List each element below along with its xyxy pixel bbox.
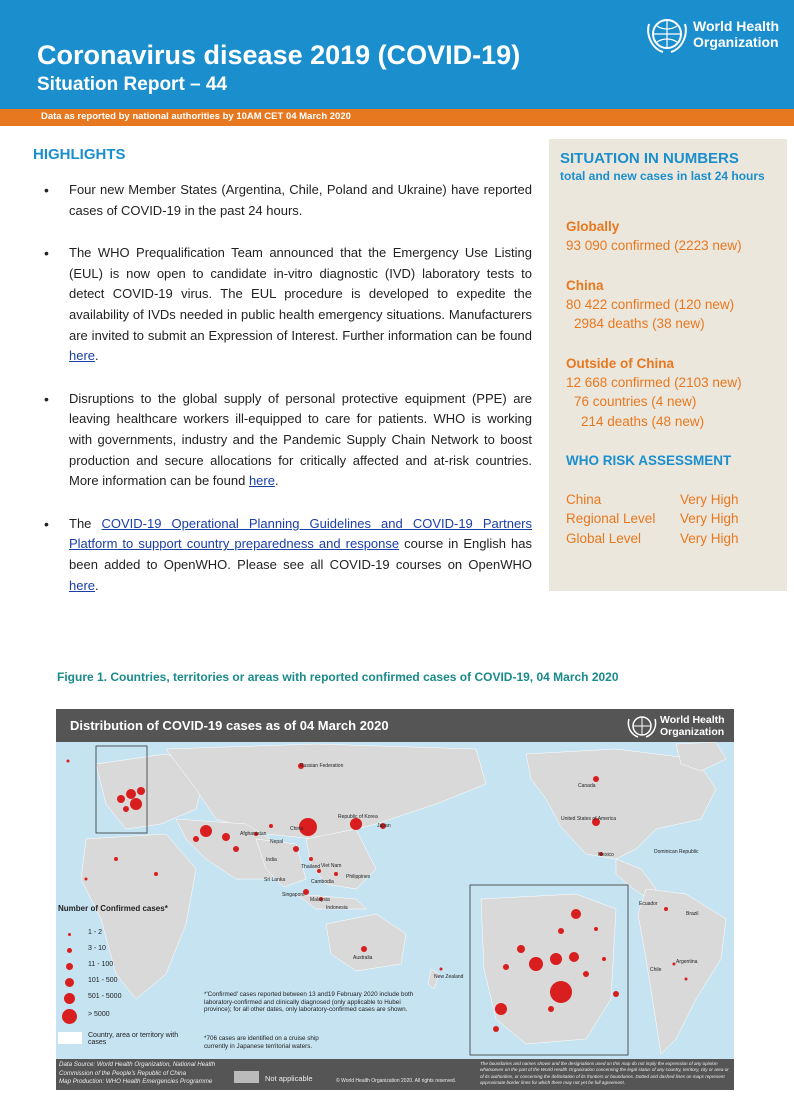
legend-item: 101 - 500 bbox=[58, 977, 193, 991]
situation-box bbox=[549, 139, 787, 591]
map-label: Republic of Korea bbox=[338, 814, 378, 820]
highlight-item: • Disruptions to the global supply of personal protective equipment (PPE) are leaving healthcare workers ill-equipped to care for patients. WHO is working with governments, industry and the Pandemic Supply Chain Network to boost production and secure allocations for critically affected and at-risk countries. More information can be found here. bbox=[44, 389, 532, 492]
who-logo bbox=[626, 712, 732, 740]
situation-subtitle: total and new cases in last 24 hours bbox=[560, 169, 765, 183]
globally-heading: Globally bbox=[566, 219, 620, 234]
china-heading: China bbox=[566, 278, 604, 293]
map-title: Distribution of COVID-19 cases as of 04 March 2020 bbox=[70, 718, 389, 733]
highlight-item: • The WHO Prequalification Team announced that the Emergency Use Listing (EUL) is now open to candidate in-vitro diagnostic (IVD) laboratory tests to detect COVID-19 virus. The EUL procedure is developed to expedite the availability of IVDs needed in public health emergency situations. Manufacturers are invited to submit an Expression of Interest. Further information can be found here. bbox=[44, 243, 532, 367]
map-label: Ecuador bbox=[639, 901, 658, 907]
report-title: Coronavirus disease 2019 (COVID-19) bbox=[37, 40, 521, 70]
map-label: India bbox=[266, 857, 277, 863]
map-disclaimer: The boundaries and names shown and the designations used on this map do not imply the expression of any opinion whatsoever on the part of the World Health Organization concerning the legal status of any country, territory, city or area or of its authorities, or concerning the delimitation of its frontiers or boundaries. Dotted and dashed lines on maps represent approximate border lines for which there may not yet be full agreement. bbox=[480, 1061, 729, 1085]
china-deaths: 2984 deaths (38 new) bbox=[574, 316, 705, 331]
here-link[interactable]: here bbox=[248, 473, 275, 489]
map-copyright: © World Health Organization 2020. All rights reserved. bbox=[336, 1078, 457, 1084]
highlight-item: • The COVID-19 Operational Planning Guidelines and COVID-19 Partners Platform to support country preparedness and response course in English has been added to OpenWHO. Please see all COVID-19 courses on OpenWHO here. bbox=[44, 514, 532, 596]
map-label: Singapore bbox=[282, 892, 305, 898]
figure-caption: Figure 1. Countries, territories or areas with reported confirmed cases of COVID-19, 04 March 2020 bbox=[57, 670, 619, 684]
highlights-list bbox=[44, 180, 532, 618]
who-logo bbox=[645, 14, 785, 54]
map-label: Japan bbox=[377, 823, 391, 829]
map-label: Philippines bbox=[346, 874, 371, 880]
map-note-cruise: *706 cases are identified on a cruise ship currently in Japanese territorial waters. bbox=[204, 1035, 319, 1050]
map-footer bbox=[56, 1059, 734, 1090]
risk-row: Regional Level Very High bbox=[566, 511, 739, 526]
map-label: Russian Federation bbox=[300, 763, 344, 769]
outside-confirmed: 12 668 confirmed (2103 new) bbox=[566, 375, 742, 390]
map-label: New Zealand bbox=[434, 974, 464, 980]
map-legend bbox=[58, 904, 193, 1046]
map-label: Australia bbox=[353, 955, 373, 961]
highlight-item: • Four new Member States (Argentina, Chile, Poland and Ukraine) have reported cases of COVID-19 in the past 24 hours. bbox=[44, 180, 532, 221]
outside-deaths: 214 deaths (48 new) bbox=[581, 414, 705, 429]
who-logo-text: World Health Organization bbox=[693, 18, 780, 50]
legend-item: 1 - 2 bbox=[58, 929, 193, 943]
map-label: Sri Lanka bbox=[264, 877, 286, 883]
map-label: Brazil bbox=[686, 911, 699, 917]
map-label: Indonesia bbox=[326, 905, 348, 911]
legend-item: Country, area or territory with cases bbox=[58, 1032, 193, 1050]
map-label: Mexico bbox=[598, 852, 614, 858]
map-label: Afghanistan bbox=[240, 831, 267, 837]
who-logo-text: World Health Organization bbox=[660, 714, 725, 738]
covid-map bbox=[56, 709, 734, 1090]
legend-item: 501 - 5000 bbox=[58, 993, 193, 1007]
data-note-bar bbox=[0, 109, 794, 126]
map-label: China bbox=[290, 826, 304, 832]
map-label: Malaysia bbox=[310, 897, 330, 903]
not-applicable-label: Not applicable bbox=[265, 1074, 313, 1083]
outside-countries: 76 countries (4 new) bbox=[574, 394, 697, 409]
legend-item: > 5000 bbox=[58, 1011, 193, 1025]
planning-guidelines-link[interactable]: COVID-19 Operational Planning Guidelines and COVID-19 Partners Platform to support country preparedness and response bbox=[69, 515, 532, 552]
map-label: Cambodia bbox=[311, 879, 334, 885]
china-confirmed: 80 422 confirmed (120 new) bbox=[566, 297, 735, 312]
risk-row: China Very High bbox=[566, 492, 739, 507]
situation-title: SITUATION IN NUMBERS bbox=[560, 150, 739, 167]
highlights-title: HIGHLIGHTS bbox=[33, 146, 126, 163]
map-label: Argentina bbox=[676, 959, 698, 965]
map-label: United States of America bbox=[561, 816, 617, 822]
map-label: Canada bbox=[578, 783, 596, 789]
outside-heading: Outside of China bbox=[566, 356, 674, 371]
map-source: Data Source: World Health Organization, National Health Commission of the People's Republic of China Map Production: WHO Health Emergencies Programme bbox=[59, 1061, 216, 1085]
here-link[interactable]: here bbox=[69, 348, 96, 364]
globally-confirmed: 93 090 confirmed (2223 new) bbox=[566, 238, 742, 253]
who-emblem-icon bbox=[645, 14, 689, 56]
here-link[interactable]: here bbox=[69, 577, 96, 593]
not-applicable-swatch bbox=[234, 1071, 259, 1083]
legend-item: 3 - 10 bbox=[58, 945, 193, 959]
map-note-confirmed: *'Confirmed' cases reported between 13 and19 February 2020 include both laboratory-confirmed and clinically diagnosed (only applicable to Hubei province); for all other dates, only laboratory-confirmed cases are shown. bbox=[204, 991, 414, 1014]
map-label: Chile bbox=[650, 967, 662, 973]
report-subtitle: Situation Report – 44 bbox=[37, 74, 228, 95]
data-note: Data as reported by national authorities by 10AM CET 04 March 2020 bbox=[41, 111, 351, 122]
legend-title: Number of Confirmed cases* bbox=[58, 904, 168, 913]
legend-item: 11 - 100 bbox=[58, 961, 193, 975]
map-header bbox=[56, 709, 734, 742]
report-header bbox=[0, 0, 794, 109]
map-label: Nepal bbox=[270, 839, 284, 845]
map-label: Dominican Republic bbox=[654, 849, 699, 855]
risk-row: Global Level Very High bbox=[566, 531, 739, 546]
map-label: Thailand bbox=[301, 864, 321, 870]
map-label: Viet Nam bbox=[321, 863, 342, 869]
who-emblem-icon bbox=[626, 712, 658, 740]
risk-title: WHO RISK ASSESSMENT bbox=[566, 453, 732, 468]
